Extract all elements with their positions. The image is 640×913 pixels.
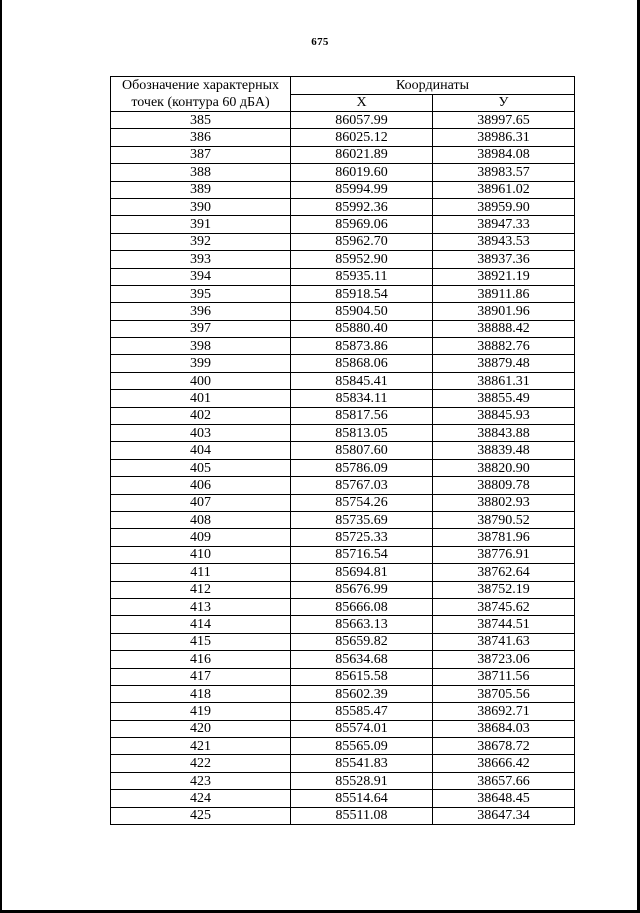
x-cell: 85952.90 — [291, 251, 433, 268]
y-cell: 38684.03 — [433, 720, 575, 737]
point-cell: 420 — [111, 720, 291, 737]
point-cell: 417 — [111, 668, 291, 685]
x-cell: 85514.64 — [291, 790, 433, 807]
x-cell: 85716.54 — [291, 546, 433, 563]
point-cell: 406 — [111, 477, 291, 494]
table-row — [111, 303, 575, 320]
y-cell: 38744.51 — [433, 616, 575, 633]
x-cell: 85694.81 — [291, 564, 433, 581]
y-cell: 38820.90 — [433, 459, 575, 476]
y-column-header: У — [433, 94, 575, 112]
y-cell: 38705.56 — [433, 685, 575, 702]
x-cell: 85725.33 — [291, 529, 433, 546]
table-row — [111, 772, 575, 789]
y-cell: 38843.88 — [433, 425, 575, 442]
y-cell: 38657.66 — [433, 772, 575, 789]
point-cell: 411 — [111, 564, 291, 581]
x-cell: 85754.26 — [291, 494, 433, 511]
point-cell: 390 — [111, 198, 291, 215]
point-cell: 391 — [111, 216, 291, 233]
x-cell: 85904.50 — [291, 303, 433, 320]
point-cell: 425 — [111, 807, 291, 824]
y-cell: 38943.53 — [433, 233, 575, 250]
x-cell: 86021.89 — [291, 146, 433, 163]
y-cell: 38986.31 — [433, 129, 575, 146]
y-cell: 38776.91 — [433, 546, 575, 563]
x-cell: 85541.83 — [291, 755, 433, 772]
point-cell: 399 — [111, 355, 291, 372]
scan-edge-left — [0, 0, 2, 913]
point-cell: 385 — [111, 112, 291, 129]
x-cell: 85511.08 — [291, 807, 433, 824]
x-cell: 85873.86 — [291, 338, 433, 355]
point-cell: 398 — [111, 338, 291, 355]
table-row — [111, 511, 575, 528]
table-row — [111, 668, 575, 685]
table-row — [111, 233, 575, 250]
point-cell: 414 — [111, 616, 291, 633]
point-cell: 407 — [111, 494, 291, 511]
table-row — [111, 198, 575, 215]
table-row — [111, 372, 575, 389]
y-cell: 38809.78 — [433, 477, 575, 494]
point-cell: 415 — [111, 633, 291, 650]
x-cell: 85880.40 — [291, 320, 433, 337]
point-cell: 386 — [111, 129, 291, 146]
x-cell: 86019.60 — [291, 164, 433, 181]
x-cell: 85786.09 — [291, 459, 433, 476]
y-cell: 38861.31 — [433, 372, 575, 389]
point-cell: 389 — [111, 181, 291, 198]
y-cell: 38723.06 — [433, 651, 575, 668]
table-row — [111, 807, 575, 824]
table-row — [111, 442, 575, 459]
table-row — [111, 459, 575, 476]
table-header — [111, 77, 575, 112]
x-cell: 85994.99 — [291, 181, 433, 198]
table-row — [111, 285, 575, 302]
y-cell: 38937.36 — [433, 251, 575, 268]
point-cell: 400 — [111, 372, 291, 389]
table-row — [111, 685, 575, 702]
x-cell: 85602.39 — [291, 685, 433, 702]
y-cell: 38741.63 — [433, 633, 575, 650]
y-cell: 38711.56 — [433, 668, 575, 685]
y-cell: 38781.96 — [433, 529, 575, 546]
x-cell: 85807.60 — [291, 442, 433, 459]
y-cell: 38845.93 — [433, 407, 575, 424]
point-cell: 393 — [111, 251, 291, 268]
coordinates-table — [110, 76, 575, 825]
point-cell: 409 — [111, 529, 291, 546]
point-cell: 416 — [111, 651, 291, 668]
y-cell: 38901.96 — [433, 303, 575, 320]
x-cell: 85676.99 — [291, 581, 433, 598]
x-cell: 85767.03 — [291, 477, 433, 494]
table-row — [111, 320, 575, 337]
table-row — [111, 390, 575, 407]
table-row — [111, 407, 575, 424]
table-row — [111, 494, 575, 511]
point-cell: 412 — [111, 581, 291, 598]
point-cell: 410 — [111, 546, 291, 563]
table-row — [111, 738, 575, 755]
table-row — [111, 146, 575, 163]
x-cell: 85528.91 — [291, 772, 433, 789]
y-cell: 38692.71 — [433, 703, 575, 720]
y-cell: 38947.33 — [433, 216, 575, 233]
y-cell: 38647.34 — [433, 807, 575, 824]
y-cell: 38882.76 — [433, 338, 575, 355]
y-cell: 38997.65 — [433, 112, 575, 129]
y-cell: 38839.48 — [433, 442, 575, 459]
x-cell: 85845.41 — [291, 372, 433, 389]
table-body — [111, 112, 575, 825]
point-cell: 405 — [111, 459, 291, 476]
point-cell: 388 — [111, 164, 291, 181]
y-cell: 38984.08 — [433, 146, 575, 163]
x-cell: 85868.06 — [291, 355, 433, 372]
y-cell: 38961.02 — [433, 181, 575, 198]
table-row — [111, 651, 575, 668]
page-number: 675 — [311, 36, 329, 48]
table-row — [111, 564, 575, 581]
y-cell: 38678.72 — [433, 738, 575, 755]
x-cell: 85666.08 — [291, 598, 433, 615]
x-cell: 85735.69 — [291, 511, 433, 528]
table-row — [111, 616, 575, 633]
y-cell: 38888.42 — [433, 320, 575, 337]
table-row — [111, 338, 575, 355]
x-cell: 85935.11 — [291, 268, 433, 285]
table-row — [111, 129, 575, 146]
x-cell: 85834.11 — [291, 390, 433, 407]
y-cell: 38911.86 — [433, 285, 575, 302]
table-row — [111, 181, 575, 198]
x-cell: 85659.82 — [291, 633, 433, 650]
x-cell: 85663.13 — [291, 616, 433, 633]
y-cell: 38648.45 — [433, 790, 575, 807]
y-cell: 38959.90 — [433, 198, 575, 215]
table-row — [111, 216, 575, 233]
table-row — [111, 477, 575, 494]
table-row — [111, 355, 575, 372]
point-cell: 404 — [111, 442, 291, 459]
point-cell: 419 — [111, 703, 291, 720]
point-cell: 413 — [111, 598, 291, 615]
point-cell: 421 — [111, 738, 291, 755]
x-cell: 86025.12 — [291, 129, 433, 146]
x-cell: 85634.68 — [291, 651, 433, 668]
y-cell: 38762.64 — [433, 564, 575, 581]
coordinates-group-header: Координаты — [291, 77, 575, 95]
table-row — [111, 720, 575, 737]
table-row — [111, 598, 575, 615]
point-cell: 401 — [111, 390, 291, 407]
point-cell: 394 — [111, 268, 291, 285]
table-row — [111, 164, 575, 181]
point-cell: 408 — [111, 511, 291, 528]
x-cell: 85615.58 — [291, 668, 433, 685]
x-cell: 85817.56 — [291, 407, 433, 424]
table-row — [111, 251, 575, 268]
x-cell: 85969.06 — [291, 216, 433, 233]
y-cell: 38921.19 — [433, 268, 575, 285]
y-cell: 38666.42 — [433, 755, 575, 772]
point-cell: 423 — [111, 772, 291, 789]
point-cell: 418 — [111, 685, 291, 702]
y-cell: 38745.62 — [433, 598, 575, 615]
point-cell: 395 — [111, 285, 291, 302]
table-row — [111, 546, 575, 563]
table-row — [111, 703, 575, 720]
x-cell: 85918.54 — [291, 285, 433, 302]
point-cell: 424 — [111, 790, 291, 807]
x-cell: 85813.05 — [291, 425, 433, 442]
point-cell: 396 — [111, 303, 291, 320]
table-row — [111, 790, 575, 807]
point-cell: 402 — [111, 407, 291, 424]
y-cell: 38802.93 — [433, 494, 575, 511]
point-cell: 403 — [111, 425, 291, 442]
table-row — [111, 581, 575, 598]
y-cell: 38983.57 — [433, 164, 575, 181]
point-cell: 387 — [111, 146, 291, 163]
point-cell: 422 — [111, 755, 291, 772]
table-row — [111, 425, 575, 442]
table-row — [111, 112, 575, 129]
y-cell: 38752.19 — [433, 581, 575, 598]
point-name-header-line2: точек (контура 60 дБА) — [131, 95, 270, 110]
point-cell: 397 — [111, 320, 291, 337]
table-row — [111, 529, 575, 546]
table-row — [111, 755, 575, 772]
x-cell: 85992.36 — [291, 198, 433, 215]
y-cell: 38855.49 — [433, 390, 575, 407]
point-name-header-line1: Обозначение характерных — [122, 78, 279, 93]
x-cell: 85962.70 — [291, 233, 433, 250]
y-cell: 38790.52 — [433, 511, 575, 528]
point-name-header — [111, 77, 291, 112]
table-row — [111, 633, 575, 650]
y-cell: 38879.48 — [433, 355, 575, 372]
x-column-header: Х — [291, 94, 433, 112]
point-cell: 392 — [111, 233, 291, 250]
x-cell: 85574.01 — [291, 720, 433, 737]
table-row — [111, 268, 575, 285]
x-cell: 86057.99 — [291, 112, 433, 129]
x-cell: 85585.47 — [291, 703, 433, 720]
x-cell: 85565.09 — [291, 738, 433, 755]
